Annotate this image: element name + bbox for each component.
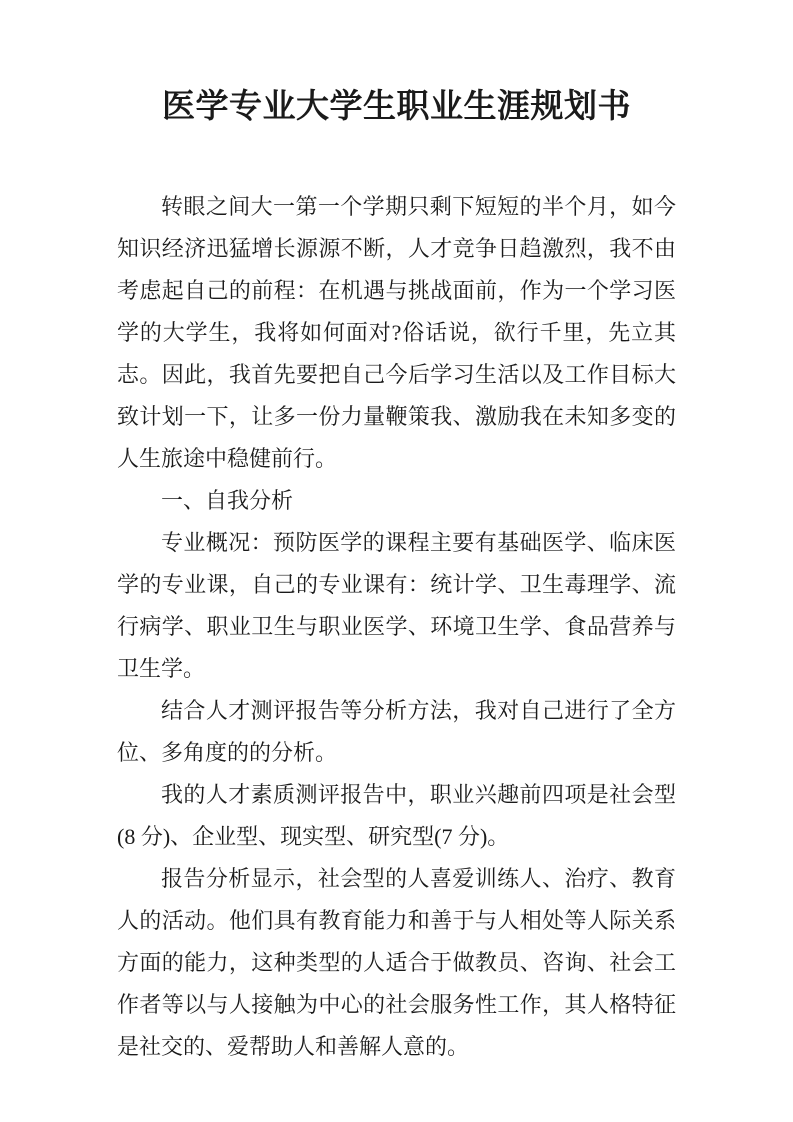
- paragraph-assessment-result: 我的人才素质测评报告中，职业兴趣前四项是社会型(8 分)、企业型、现实型、研究型(7 分)。: [117, 782, 676, 849]
- document-title: 医学专业大学生职业生涯规划书: [162, 89, 631, 125]
- section-heading-self-analysis: 一、自我分析: [161, 488, 294, 513]
- paragraph-major-overview: 专业概况：预防医学的课程主要有基础医学、临床医学的专业课，自己的专业课有：统计学、卫生毒理学、流行病学、职业卫生与职业医学、环境卫生学、食品营养与卫生学。: [117, 530, 676, 681]
- paragraph-assessment-method: 结合人才测评报告等分析方法，我对自己进行了全方位、多角度的的分析。: [117, 698, 676, 765]
- paragraph-report-analysis: 报告分析显示，社会型的人喜爱训练人、治疗、教育人的活动。他们具有教育能力和善于与人相处等人际关系方面的能力，这种类型的人适合于做教员、咨询、社会工作者等以与人接触为中心的社会服务性工作，其人格特征是社交的、爱帮助人和善解人意的。: [117, 866, 676, 1059]
- document-body: [117, 186, 676, 1068]
- paragraph-intro: 转眼之间大一第一个学期只剩下短短的半个月，如今知识经济迅猛增长源源不断，人才竞争日趋激烈，我不由考虑起自己的前程：在机遇与挑战面前，作为一个学习医学的大学生，我将如何面对?俗话说，欲行千里，先立其志。因此，我首先要把自己今后学习生活以及工作目标大致计划一下，让多一份力量鞭策我、激励我在未知多变的人生旅途中稳健前行。: [117, 194, 676, 471]
